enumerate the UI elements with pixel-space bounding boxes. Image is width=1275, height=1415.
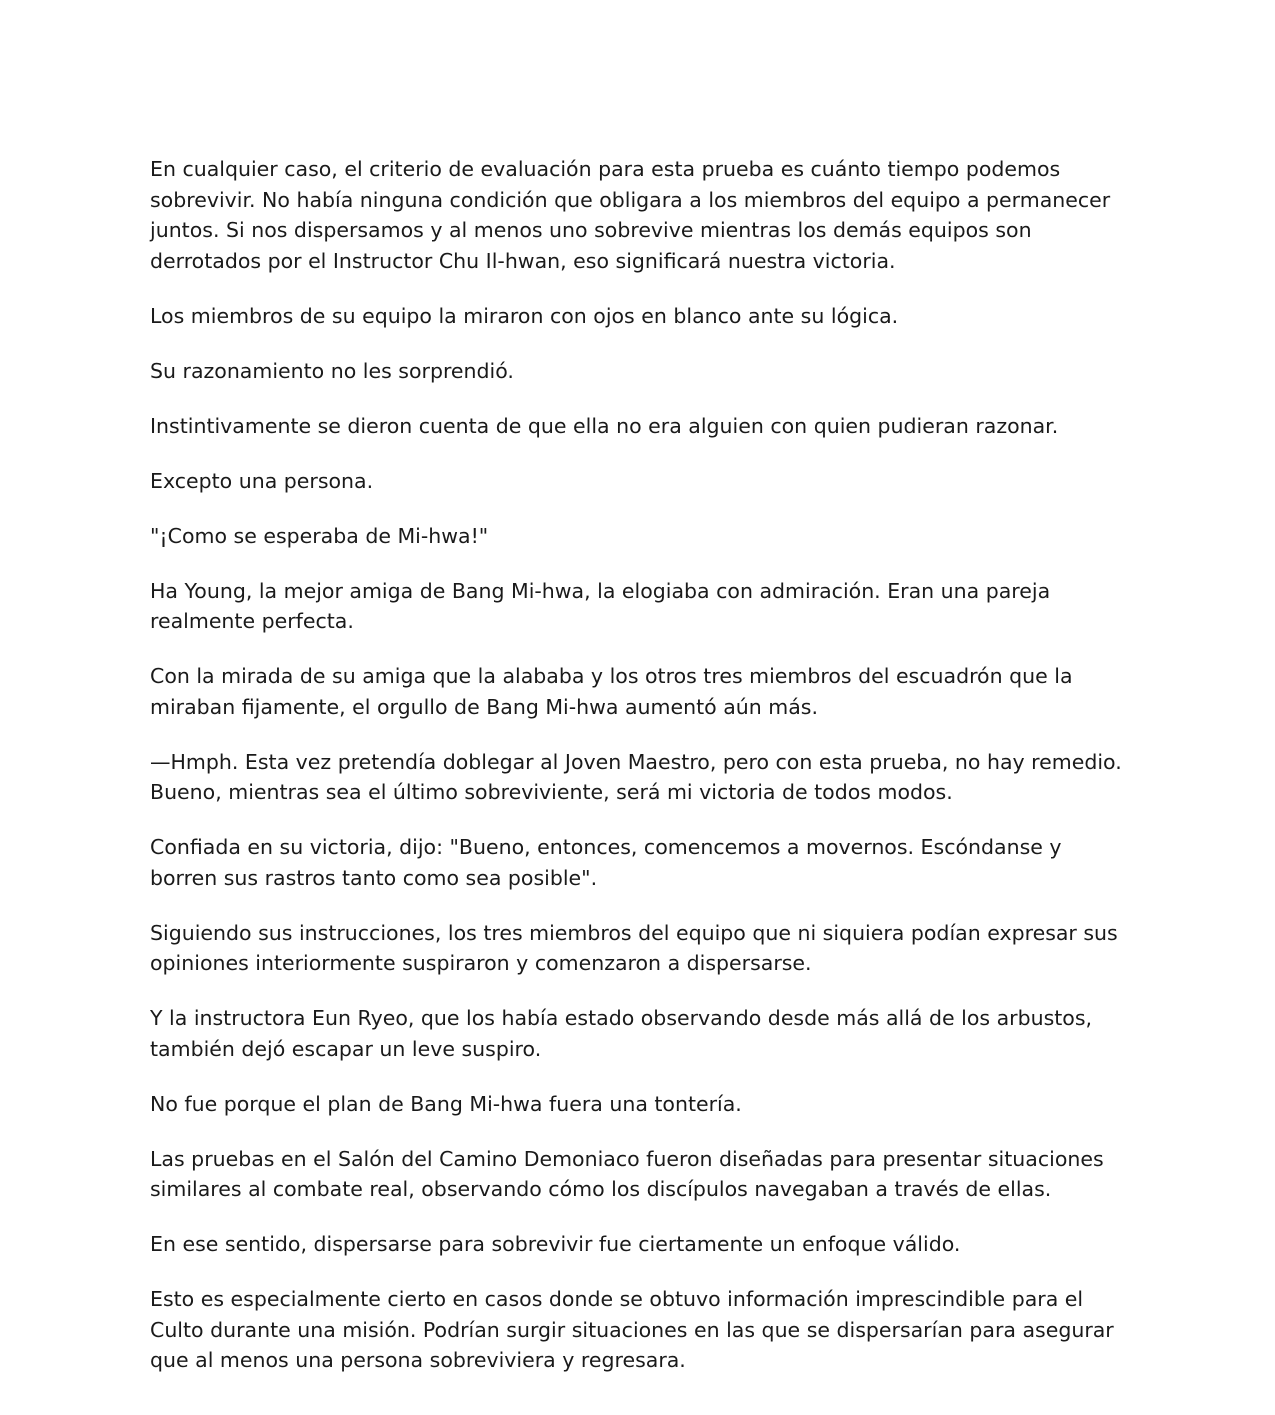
paragraph: Excepto una persona.	[150, 468, 374, 493]
paragraph: Ha Young, la mejor amiga de Bang Mi-hwa, la elogiaba con admiración. Eran una pareja realmente perfecta.	[150, 578, 1051, 633]
paragraph: Instintivamente se dieron cuenta de que ella no era alguien con quien pudieran razonar.	[150, 413, 1059, 438]
paragraph: Confiada en su victoria, dijo: "Bueno, entonces, comencemos a movernos. Escóndanse y borren sus rastros tanto como sea posible".	[150, 835, 1062, 890]
paragraph: No fue porque el plan de Bang Mi-hwa fuera una tontería.	[150, 1091, 742, 1116]
document-body	[150, 154, 1135, 1376]
paragraph: Los miembros de su equipo la miraron con ojos en blanco ante su lógica.	[150, 303, 899, 328]
paragraph: Esto es especialmente cierto en casos donde se obtuvo información imprescindible para el Culto durante una misión. Podrían surgir situaciones en las que se dispersarían para asegurar que al menos una persona sobreviviera y regresara.	[150, 1287, 1114, 1372]
paragraph: Las pruebas en el Salón del Camino Demoniaco fueron diseñadas para presentar situaciones similares al combate real, observando cómo los discípulos navegaban a través de ellas.	[150, 1146, 1104, 1201]
paragraph: Su razonamiento no les sorprendió.	[150, 358, 514, 383]
paragraph: En ese sentido, dispersarse para sobrevivir fue ciertamente un enfoque válido.	[150, 1232, 961, 1256]
paragraph: Con la mirada de su amiga que la alababa y los otros tres miembros del escuadrón que la miraban fijamente, el orgullo de Bang Mi-hwa aumentó aún más.	[150, 664, 1073, 719]
paragraph: Siguiendo sus instrucciones, los tres miembros del equipo que ni siquiera podían expresar sus opiniones interiormente suspiraron y comenzaron a dispersarse.	[150, 920, 1118, 975]
paragraph: Y la instructora Eun Ryeo, que los había estado observando desde más allá de los arbustos, también dejó escapar un leve suspiro.	[150, 1006, 1093, 1061]
paragraph: —Hmph. Esta vez pretendía doblegar al Joven Maestro, pero con esta prueba, no hay remedio. Bueno, mientras sea el último sobreviviente, será mi victoria de todos modos.	[150, 749, 1122, 804]
paragraph: "¡Como se esperaba de Mi-hwa!"	[150, 523, 489, 548]
paragraph: En cualquier caso, el criterio de evaluación para esta prueba es cuánto tiempo podemos sobrevivir. No había ninguna condición que obligara a los miembros del equipo a permanecer juntos. Si nos dispersamos y al menos uno sobrevive mientras los demás equipos son derrotados por el Instructor Chu Il-hwan, eso significará nuestra victoria.	[150, 157, 1111, 273]
